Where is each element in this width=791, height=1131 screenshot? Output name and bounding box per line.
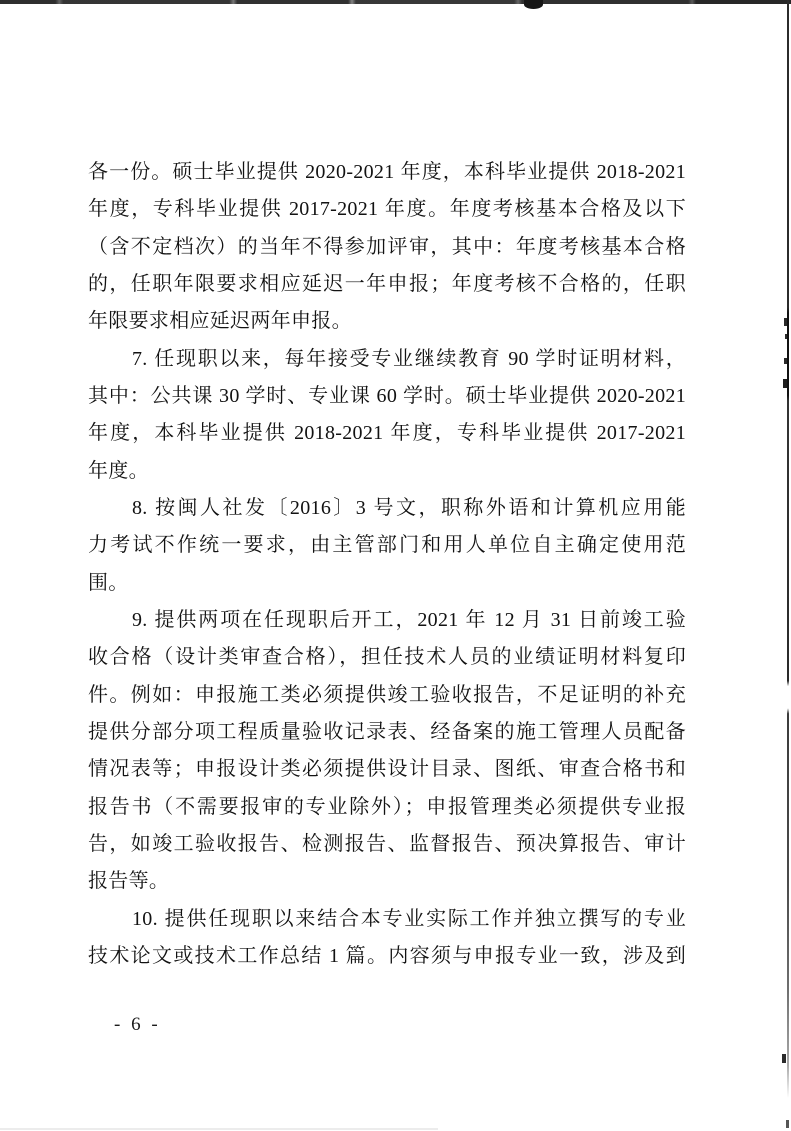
text-line: 年度，本科毕业提供 2018-2021 年度，专科毕业提供 2017-2021 (88, 422, 686, 445)
scan-artifact-right-edge-line (787, 0, 789, 1098)
text-line: （含不定档次）的当年不得参加评审，其中：年度考核基本合格 (88, 235, 686, 258)
scan-artifact-speck (785, 334, 787, 339)
text-line: 件。例如：申报施工类必须提供竣工验收报告，不足证明的补充 (88, 683, 686, 706)
text-line: 10. 提供任现职以来结合本专业实际工作并独立撰写的专业 (132, 907, 686, 930)
scan-artifact-speck (784, 358, 787, 364)
text-line: 技术论文或技术工作总结 1 篇。内容须与申报专业一致，涉及到 (88, 944, 686, 967)
text-line: 情况表等；申报设计类必须提供设计目录、图纸、审查合格书和 (88, 758, 686, 781)
page-number: - 6 - (114, 1014, 161, 1035)
text-line: 9. 提供两项在任现职后开工，2021 年 12 月 31 日前竣工验 (132, 608, 686, 631)
text-line: 提供分部分项工程质量验收记录表、经备案的施工管理人员配备 (88, 720, 686, 743)
scan-artifact-ink-blob (524, 0, 543, 9)
text-line: 年度。 (88, 459, 149, 482)
text-line: 告，如竣工验收报告、检测报告、监督报告、预决算报告、审计 (88, 832, 686, 855)
scan-artifact-top-edge (0, 0, 791, 4)
scan-artifact-speck (783, 379, 787, 388)
document-body (88, 154, 686, 975)
text-line: 7. 任现职以来，每年接受专业继续教育 90 学时证明材料， (132, 347, 686, 370)
scan-artifact-bottom-edge (0, 1128, 438, 1130)
scan-artifact-speck (786, 1120, 789, 1128)
text-line: 收合格（设计类审查合格），担任技术人员的业绩证明材料复印 (88, 646, 686, 669)
text-line: 年度，专科毕业提供 2017-2021 年度。年度考核基本合格及以下 (88, 198, 686, 221)
text-line: 围。 (88, 571, 129, 594)
text-line: 年限要求相应延迟两年申报。 (88, 310, 352, 333)
text-line: 的，任职年限要求相应延迟一年申报；年度考核不合格的，任职 (88, 272, 686, 295)
scan-artifact-speck (782, 1054, 786, 1063)
text-line: 报告书（不需要报审的专业除外）；申报管理类必须提供专业报 (88, 795, 686, 818)
text-line: 报告等。 (88, 870, 170, 893)
text-line: 其中：公共课 30 学时、专业课 60 学时。硕士毕业提供 2020-2021 (88, 384, 686, 407)
text-line: 各一份。硕士毕业提供 2020-2021 年度，本科毕业提供 2018-2021 (88, 161, 686, 183)
text-line: 力考试不作统一要求，由主管部门和用人单位自主确定使用范 (88, 534, 686, 557)
scan-artifact-speck (784, 318, 787, 326)
text-line: 8. 按闽人社发〔2016〕3 号文，职称外语和计算机应用能 (132, 496, 686, 519)
